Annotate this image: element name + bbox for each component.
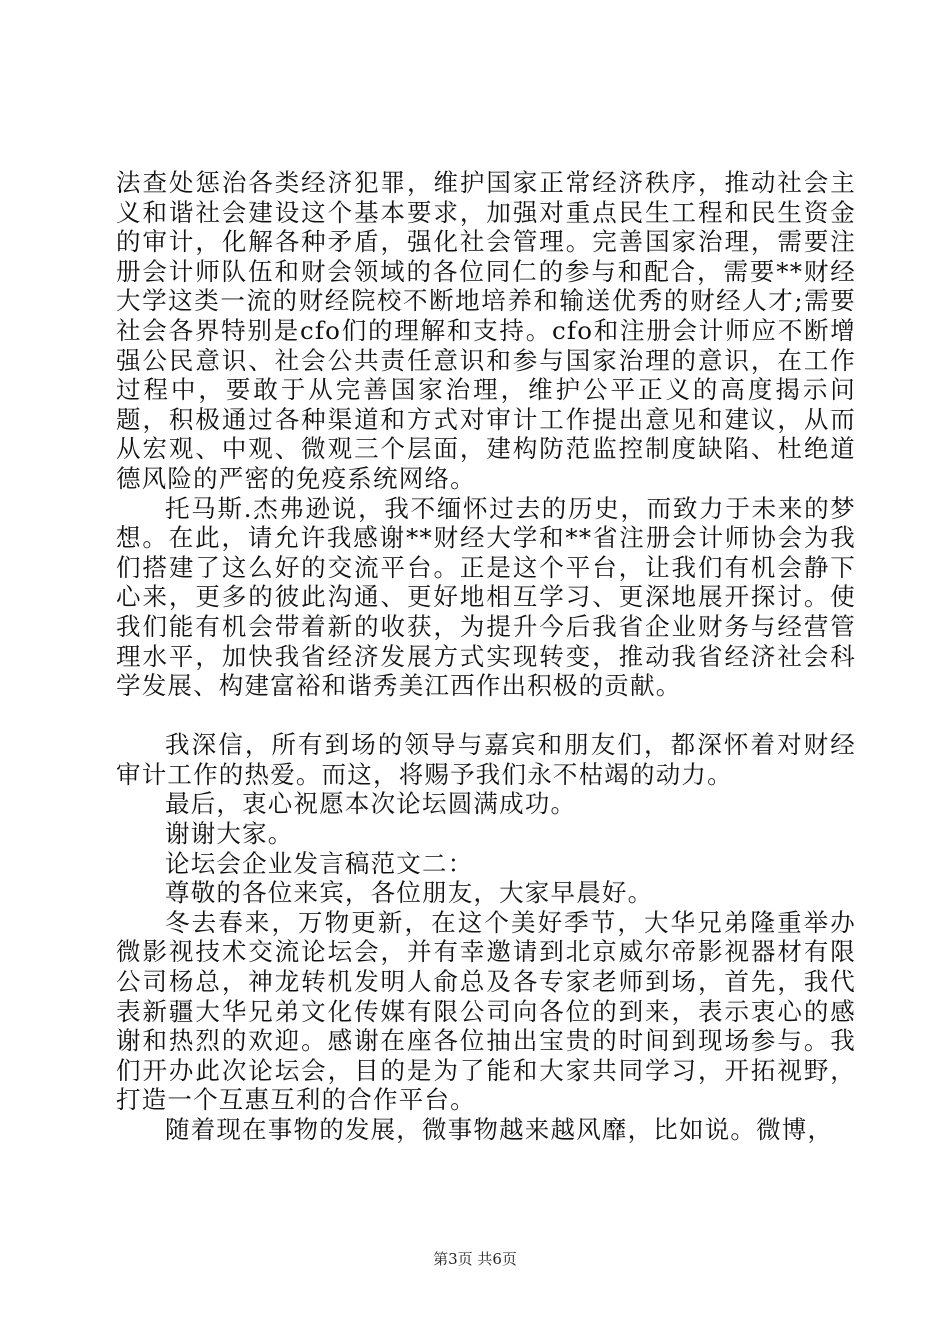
paragraph-micro-trend: 随着现在事物的发展，微事物越来越风靡，比如说。微博， [165, 1115, 834, 1144]
paragraph-greeting: 尊敬的各位来宾，各位朋友，大家早晨好。 [165, 878, 654, 908]
paragraph-wish: 最后，衷心祝愿本次论坛圆满成功。 [165, 789, 577, 819]
paragraph-jefferson-quote: 托马斯.杰弗逊说，我不缅怀过去的历史，而致力于未来的梦想。在此，请允许我感谢**财经大学和**省注册会计师协会为我们搭建了这么好的交流平台。正是这个平台，让我们有机会静下心来，更多的彼此沟通、更好地相互学习、更深地展开探讨。使我们能有机会带着新的收获，为提升今后我省企业财务与经营管理水平，加快我省经济发展方式实现转变，推动我省经济社会科学发展、构建富裕和谐秀美江西作出积极的贡献。 [116, 493, 856, 701]
paragraph-thanks: 谢谢大家。 [165, 819, 294, 849]
paragraph-belief: 我深信，所有到场的领导与嘉宾和朋友们，都深怀着对财经审计工作的热爱。而这，将赐予我们永不枯竭的动力。 [116, 730, 856, 789]
document-body [116, 168, 856, 1145]
paragraph-continuation: 法查处惩治各类经济犯罪，维护国家正常经济秩序，推动社会主义和谐社会建设这个基本要求，加强对重点民生工程和民生资金的审计，化解各种矛盾，强化社会管理。完善国家治理，需要注册会计师队伍和财会领域的各位同仁的参与和配合，需要**财经大学这类一流的财经院校不断地培养和输送优秀的财经人才;需要社会各界特别是cfo们的理解和支持。cfo和注册会计师应不断增强公民意识、社会公共责任意识和参与国家治理的意识，在工作过程中，要敢于从完善国家治理，维护公平正义的高度揭示问题，积极通过各种渠道和方式对审计工作提出意见和建议，从而从宏观、中观、微观三个层面，建构防范监控制度缺陷、杜绝道德风险的严密的免疫系统网络。 [116, 168, 856, 493]
page-number-footer: 第3页 共6页 [433, 1250, 517, 1268]
section-heading: 论坛会企业发言稿范文二： [165, 848, 474, 878]
paragraph-spacer [116, 701, 856, 731]
paragraph-forum-intro: 冬去春来，万物更新，在这个美好季节，大华兄弟隆重举办微影视技术交流论坛会，并有幸邀请到北京威尔帝影视器材有限公司杨总，神龙转机发明人俞总及各专家老师到场，首先，我代表新疆大华兄弟文化传媒有限公司向各位的到来，表示衷心的感谢和热烈的欢迎。感谢在座各位抽出宝贵的时间到现场参与。我们开办此次论坛会，目的是为了能和大家共同学习，开拓视野，打造一个互惠互利的合作平台。 [116, 907, 856, 1115]
